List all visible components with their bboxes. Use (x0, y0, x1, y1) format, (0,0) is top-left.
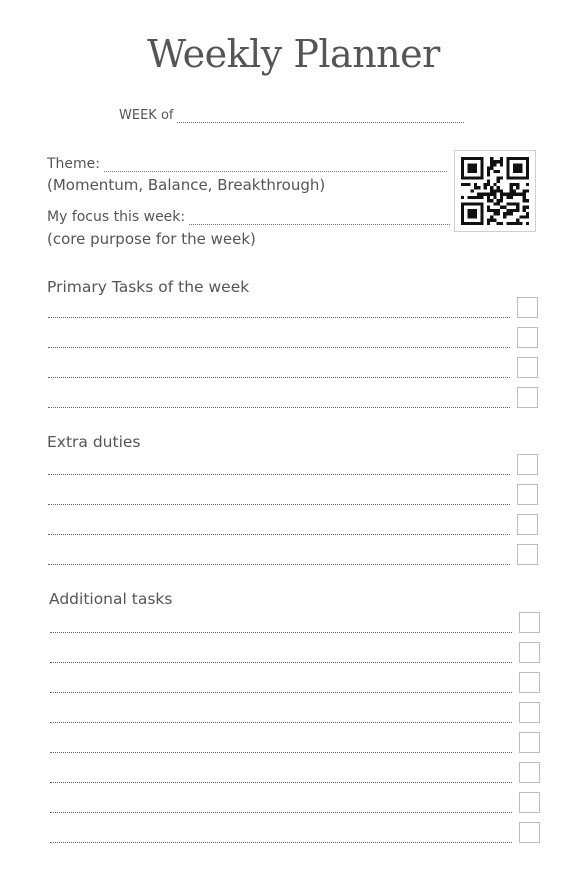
theme-hint: (Momentum, Balance, Breakthrough) (47, 176, 326, 194)
task-input-line[interactable] (48, 346, 510, 348)
focus-label: My focus this week: (47, 209, 186, 225)
task-input-line[interactable] (50, 811, 512, 813)
task-checkbox[interactable] (517, 297, 538, 318)
task-checkbox[interactable] (517, 484, 538, 505)
task-checkbox[interactable] (519, 792, 540, 813)
task-checkbox[interactable] (517, 454, 538, 475)
section-title: Extra duties (47, 433, 141, 451)
task-input-line[interactable] (50, 841, 512, 843)
task-checkbox[interactable] (519, 642, 540, 663)
theme-label: Theme: (47, 156, 101, 172)
week-of-input-line[interactable] (177, 110, 464, 123)
task-input-line[interactable] (48, 473, 510, 475)
task-input-line[interactable] (50, 781, 512, 783)
task-checkbox[interactable] (517, 327, 538, 348)
task-input-line[interactable] (50, 751, 512, 753)
task-checkbox[interactable] (519, 732, 540, 753)
focus-hint: (core purpose for the week) (47, 230, 256, 248)
task-checkbox[interactable] (517, 544, 538, 565)
task-input-line[interactable] (48, 406, 510, 408)
theme-field (47, 156, 447, 172)
section-title: Additional tasks (49, 590, 173, 608)
theme-input-line[interactable] (104, 159, 447, 172)
section-title: Primary Tasks of the week (47, 278, 250, 296)
task-input-line[interactable] (50, 661, 512, 663)
task-input-line[interactable] (50, 631, 512, 633)
task-checkbox[interactable] (519, 822, 540, 843)
task-input-line[interactable] (48, 316, 510, 318)
qr-code-icon (454, 150, 536, 232)
qr-code-graphic (461, 157, 529, 225)
week-of-field (119, 108, 464, 123)
task-checkbox[interactable] (519, 702, 540, 723)
task-input-line[interactable] (48, 563, 510, 565)
week-of-label: WEEK of (119, 108, 174, 123)
task-checkbox[interactable] (517, 357, 538, 378)
focus-input-line[interactable] (189, 212, 450, 225)
task-input-line[interactable] (50, 721, 512, 723)
task-input-line[interactable] (48, 503, 510, 505)
task-input-line[interactable] (48, 533, 510, 535)
focus-field (47, 209, 450, 225)
page-title: Weekly Planner (147, 32, 440, 76)
task-checkbox[interactable] (517, 387, 538, 408)
task-checkbox[interactable] (519, 762, 540, 783)
task-checkbox[interactable] (519, 672, 540, 693)
task-input-line[interactable] (50, 691, 512, 693)
task-checkbox[interactable] (517, 514, 538, 535)
task-checkbox[interactable] (519, 612, 540, 633)
task-input-line[interactable] (48, 376, 510, 378)
